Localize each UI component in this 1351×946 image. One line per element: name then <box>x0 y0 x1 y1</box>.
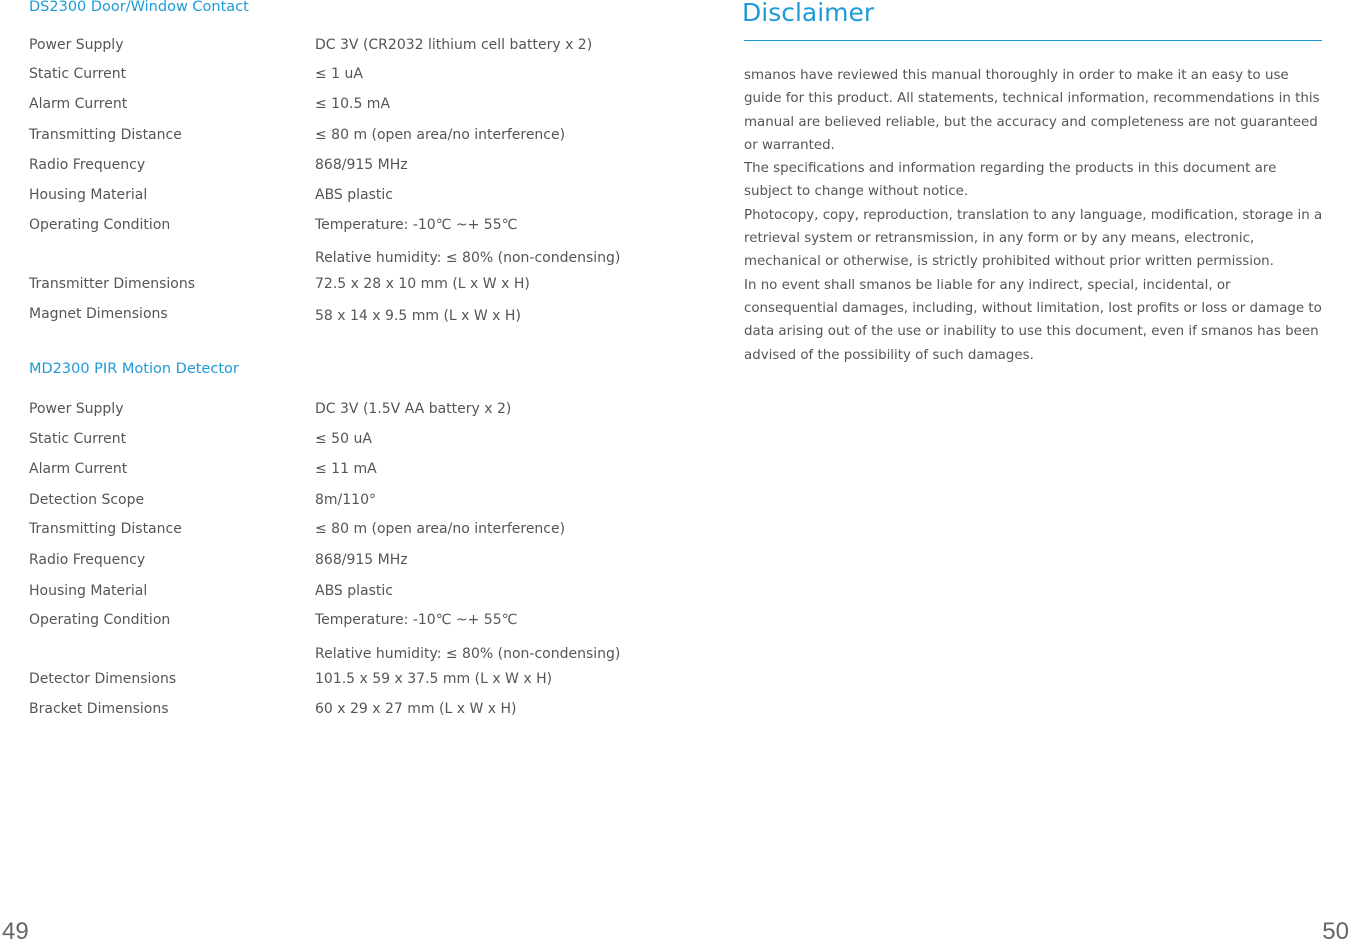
spec-label: Radio Frequency <box>29 157 146 173</box>
spec-label: Static Current <box>29 431 127 447</box>
spec-row <box>0 96 675 116</box>
left-page <box>0 0 675 945</box>
disclaimer-paragraph: The specifications and information regarding the products in this document are subject to change without notice. <box>744 161 1277 200</box>
spec-label: Radio Frequency <box>29 552 146 568</box>
spec-row <box>0 521 675 541</box>
page-number: 49 <box>2 918 29 945</box>
spec-row <box>0 492 675 512</box>
spec-label: Static Current <box>29 66 127 82</box>
spec-label: Housing Material <box>29 583 148 599</box>
spec-row <box>0 306 675 326</box>
spec-label: Magnet Dimensions <box>29 306 168 322</box>
spec-value: DC 3V (CR2032 lithium cell battery x 2) <box>315 37 593 53</box>
spec-row <box>0 217 675 237</box>
spec-value: 868/915 MHz <box>315 157 408 173</box>
spec-value: DC 3V (1.5V AA battery x 2) <box>315 401 512 417</box>
spec-value: ≤ 80 m (open area/no interference) <box>315 127 566 143</box>
spec-value: Relative humidity: ≤ 80% (non-condensing) <box>315 646 621 662</box>
disclaimer-title: Disclaimer <box>742 0 875 27</box>
spec-value: Relative humidity: ≤ 80% (non-condensing) <box>315 250 621 266</box>
spec-value: 72.5 x 28 x 10 mm (L x W x H) <box>315 276 530 292</box>
disclaimer-paragraph: Photocopy, copy, reproduction, translation to any language, modification, storage in a retrieval system or retransmission, in any form or by any means, electronic, mechanical or otherwise, is strictly prohibited without prior written permission. <box>744 207 1323 270</box>
spec-row <box>0 250 675 270</box>
spec-value: Temperature: -10℃ ~+ 55℃ <box>315 217 518 233</box>
spec-label: Transmitter Dimensions <box>29 276 196 292</box>
spec-value: ≤ 80 m (open area/no interference) <box>315 521 566 537</box>
spec-value: ABS plastic <box>315 187 393 203</box>
spec-value: ≤ 10.5 mA <box>315 96 391 112</box>
spec-value: 868/915 MHz <box>315 552 408 568</box>
spec-label: Bracket Dimensions <box>29 701 169 717</box>
spec-label: Transmitting Distance <box>29 127 182 143</box>
spec-row <box>0 552 675 572</box>
spec-label: Alarm Current <box>29 461 128 477</box>
spec-label: Operating Condition <box>29 217 171 233</box>
section-title-ds2300: DS2300 Door/Window Contact <box>29 0 249 15</box>
spec-value: ≤ 11 mA <box>315 461 377 477</box>
spec-row <box>0 461 675 481</box>
spec-value: ≤ 50 uA <box>315 431 372 447</box>
spec-row <box>0 431 675 451</box>
spec-value: 8m/110° <box>315 492 376 508</box>
spec-value: ABS plastic <box>315 583 393 599</box>
spec-label: Housing Material <box>29 187 148 203</box>
spec-row <box>0 157 675 177</box>
spec-value: 60 x 29 x 27 mm (L x W x H) <box>315 701 517 717</box>
page-number: 50 <box>1322 918 1349 945</box>
spec-row <box>0 276 675 296</box>
spec-row <box>0 671 675 691</box>
spec-row <box>0 583 675 603</box>
spec-value: Temperature: -10℃ ~+ 55℃ <box>315 612 518 628</box>
spec-row <box>0 37 675 57</box>
spec-label: Power Supply <box>29 401 124 417</box>
spec-value: 101.5 x 59 x 37.5 mm (L x W x H) <box>315 671 553 687</box>
spec-row <box>0 187 675 207</box>
spec-row <box>0 66 675 86</box>
spec-label: Transmitting Distance <box>29 521 182 537</box>
disclaimer-paragraph: In no event shall smanos be liable for any indirect, special, incidental, or consequential damages, including, without limitation, lost profits or loss or damage to data arising out of the use or inability to use this document, even if smanos has been advised of the possibility of such damages. <box>744 277 1322 363</box>
spec-row <box>0 646 675 666</box>
spec-row <box>0 612 675 632</box>
spec-label: Detection Scope <box>29 492 145 508</box>
spec-row <box>0 127 675 147</box>
spec-label: Alarm Current <box>29 96 128 112</box>
spec-value: 58 x 14 x 9.5 mm (L x W x H) <box>315 308 521 324</box>
spec-label: Power Supply <box>29 37 124 53</box>
spec-row <box>0 401 675 421</box>
disclaimer-body <box>744 64 1324 367</box>
title-divider <box>744 40 1322 41</box>
right-page <box>676 0 1351 945</box>
spec-label: Detector Dimensions <box>29 671 177 687</box>
spec-row <box>0 701 675 721</box>
spec-value: ≤ 1 uA <box>315 66 363 82</box>
spec-label: Operating Condition <box>29 612 171 628</box>
disclaimer-paragraph: smanos have reviewed this manual thoroughly in order to make it an easy to use guide for this product. All statements, technical information, recommendations in this manual are believed reliable, but the accuracy and completeness are not guaranteed or warranted. <box>744 68 1320 153</box>
section-title-md2300: MD2300 PIR Motion Detector <box>29 361 239 377</box>
